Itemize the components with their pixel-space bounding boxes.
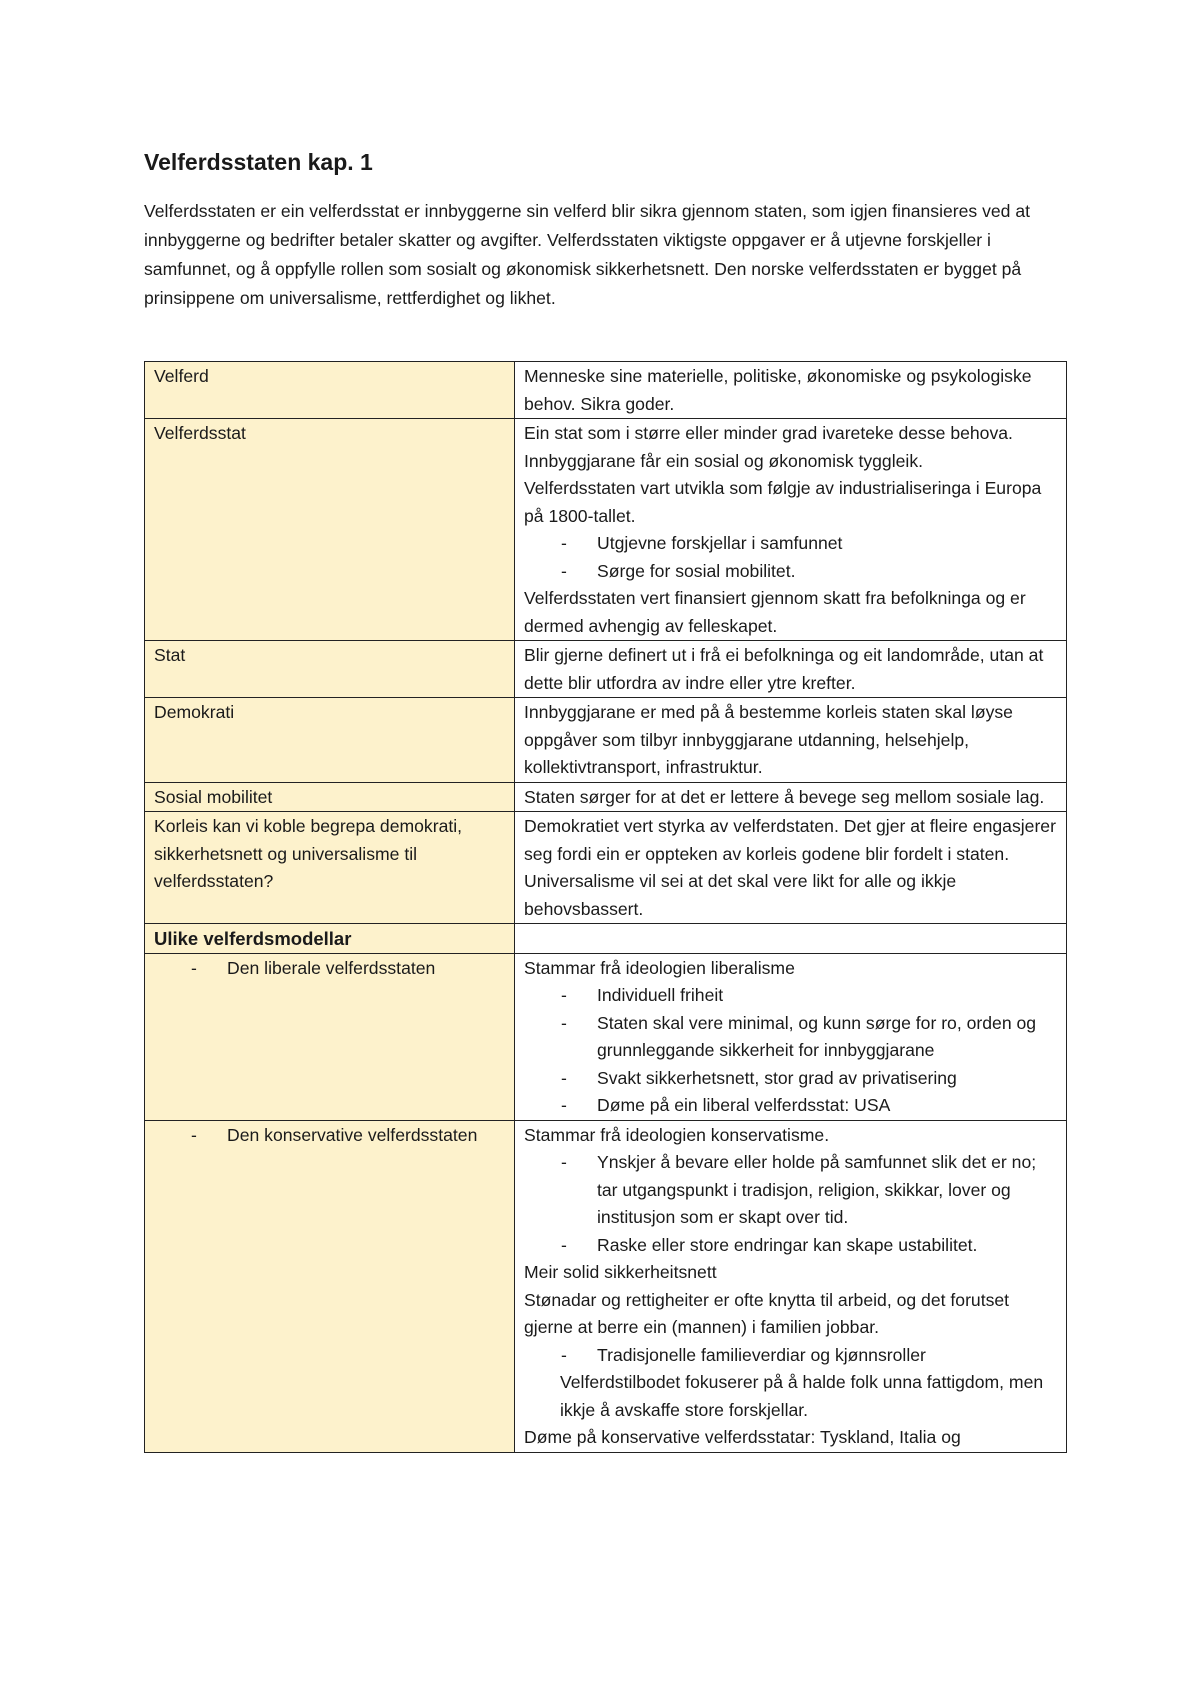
table-row — [145, 782, 1067, 812]
definition-cell — [515, 953, 1067, 1120]
list-item: - Raske eller store endringar kan skape ustabilitet. — [524, 1232, 1058, 1260]
definition-text: Velferdsstaten vert finansiert gjennom skatt fra befolkninga og er dermed avhengig av felleskapet. — [524, 588, 1026, 636]
definition-text: Staten sørger for at det er lettere å bevege seg mellom sosiale lag. — [524, 786, 1045, 807]
list-item: - Svakt sikkerhetsnett, stor grad av privatisering — [524, 1065, 1058, 1093]
definition-text: Blir gjerne definert ut i frå ei befolkninga og eit landområde, utan at dette blir utfordra av indre eller ytre krefter. — [524, 645, 1044, 693]
section-heading: Ulike velferdsmodellar — [145, 924, 515, 954]
definition-text: Stønadar og rettigheiter er ofte knytta til arbeid, og det forutset gjerne at berre ein (mannen) i familien jobbar. — [524, 1289, 1010, 1337]
model-name: - Den konservative velferdsstaten — [154, 1122, 506, 1150]
list-item: - Individuell friheit — [524, 982, 1058, 1010]
definition-text: Demokratiet vert styrka av velferdstaten. Det gjer at fleire engasjerer seg fordi ein er oppteken av korleis godene blir fordelt i staten. Universalisme vil sei at det skal vere likt for alle og ikkje behovsbassert. — [524, 816, 1056, 919]
table-row — [145, 1120, 1067, 1452]
definition-text: Velferdsstaten vart utvikla som følgje av industrialiseringa i Europa på 1800-tallet. — [524, 478, 1042, 526]
list-item: - Utgjevne forskjellar i samfunnet — [524, 530, 1058, 558]
term-cell: Korleis kan vi koble begrepa demokrati, sikkerhetsnett og universalisme til velferdsstaten? — [145, 812, 515, 924]
term-cell — [145, 1120, 515, 1452]
term-cell: Sosial mobilitet — [145, 782, 515, 812]
definition-cell — [515, 812, 1067, 924]
definition-cell — [515, 782, 1067, 812]
definition-text: Ein stat som i større eller minder grad ivareteke desse behova. Innbyggjarane får ein sosial og økonomisk tyggleik. — [524, 423, 1013, 471]
term-cell: Demokrati — [145, 698, 515, 783]
definition-text: Velferdstilbodet fokuserer på å halde folk unna fattigdom, men ikkje å avskaffe store forskjellar. — [560, 1372, 1044, 1420]
intro-paragraph: Velferdsstaten er ein velferdsstat er innbyggerne sin velferd blir sikra gjennom staten, som igjen finansieres ved at innbyggerne og bedrifter betaler skatter og avgifter. Velferdsstaten viktigste oppgaver er å utjevne forskjeller i samfunnet, og å oppfylle rollen som sosialt og økonomisk sikkerhetsnett. Den norske velferdsstaten er bygget på prinsippene om universalisme, rettferdighet og likhet. — [144, 201, 1031, 308]
term-cell — [145, 953, 515, 1120]
definition-text: Innbyggjarane er med på å bestemme korleis staten skal løyse oppgåver som tilbyr innbyggjarane utdanning, helsehjelp, kollektivtransport, infrastruktur. — [524, 702, 1013, 777]
table-row — [145, 812, 1067, 924]
definition-text: Stammar frå ideologien liberalisme — [524, 957, 795, 978]
definition-text: Meir solid sikkerheitsnett — [524, 1262, 717, 1282]
table-row — [145, 698, 1067, 783]
empty-cell — [515, 924, 1067, 954]
table-row — [145, 641, 1067, 698]
definition-cell — [515, 419, 1067, 641]
definition-cell — [515, 698, 1067, 783]
table-row — [145, 362, 1067, 419]
term-cell: Stat — [145, 641, 515, 698]
definition-cell — [515, 641, 1067, 698]
table-row — [145, 924, 1067, 954]
table-row — [145, 953, 1067, 1120]
list-item: - Døme på ein liberal velferdsstat: USA — [524, 1092, 1058, 1120]
term-cell: Velferdsstat — [145, 419, 515, 641]
terms-table — [144, 361, 1067, 1453]
definition-cell — [515, 362, 1067, 419]
list-item: - Tradisjonelle familieverdiar og kjønnsroller — [524, 1342, 1058, 1370]
definition-cell — [515, 1120, 1067, 1452]
definition-text: Menneske sine materielle, politiske, økonomiske og psykologiske behov. Sikra goder. — [524, 366, 1032, 414]
definition-text: Stammar frå ideologien konservatisme. — [524, 1124, 830, 1145]
table-row — [145, 419, 1067, 641]
model-name: - Den liberale velferdsstaten — [154, 955, 506, 983]
list-item: - Staten skal vere minimal, og kunn sørge for ro, orden og grunnleggande sikkerheit for innbyggjarane — [524, 1010, 1058, 1065]
term-cell: Velferd — [145, 362, 515, 419]
list-item: - Ynskjer å bevare eller holde på samfunnet slik det er no; tar utgangspunkt i tradisjon, religion, skikkar, lover og institusjon som er skapt over tid. — [524, 1149, 1058, 1232]
page-title: Velferdsstaten kap. 1 — [144, 149, 373, 175]
definition-text: Døme på konservative velferdsstatar: Tyskland, Italia og — [524, 1427, 961, 1447]
list-item: - Sørge for sosial mobilitet. — [524, 558, 1058, 586]
